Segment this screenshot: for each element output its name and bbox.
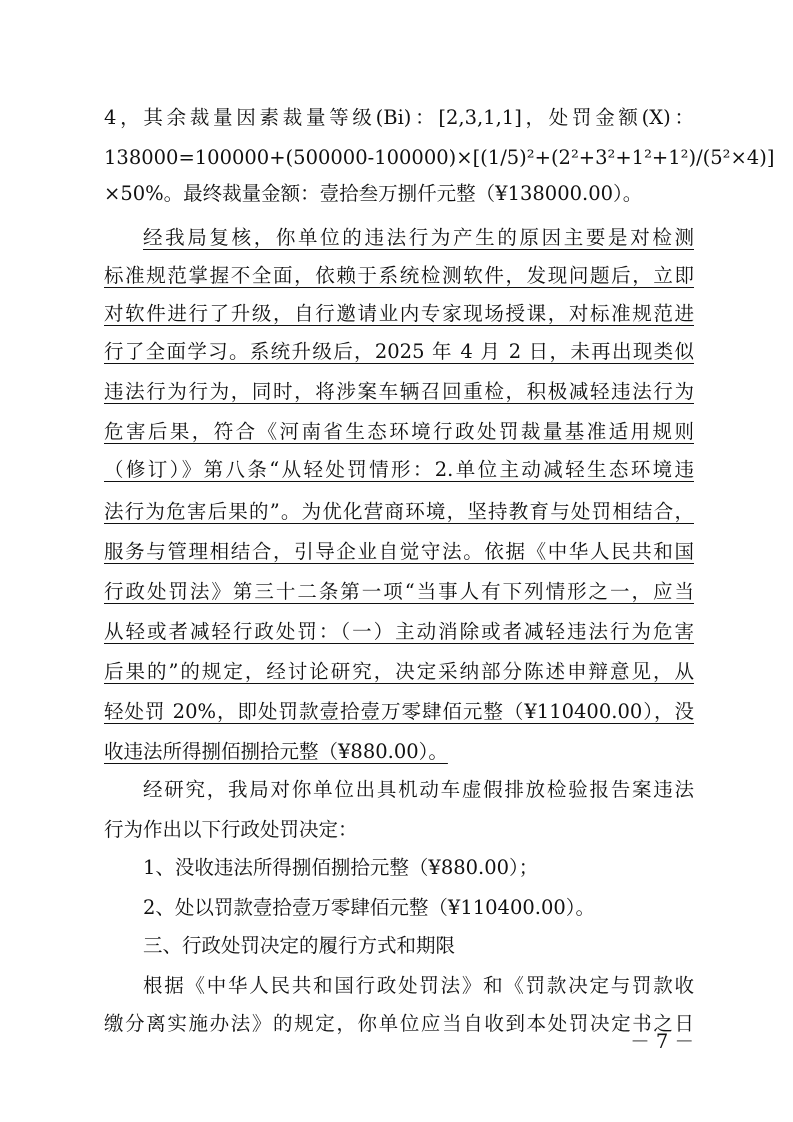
list-item: 1、没收违法所得捌佰捌拾元整（¥880.00）； <box>143 856 539 879</box>
section-heading: 三、行政处罚决定的履行方式和期限 <box>143 934 456 957</box>
text-line: 缴分离实施办法》的规定，你单位应当自收到本处罚决定书之日 <box>104 1012 694 1035</box>
underlined-text-line: 收违法所得捌佰捌拾元整（¥880.00）。 <box>104 740 448 763</box>
underlined-text-line: 标准规范掌握不全面，依赖于系统检测软件，发现问题后，立即 <box>104 264 694 287</box>
underlined-text-line: 后果的”的规定，经讨论研究，决定采纳部分陈述申辩意见，从 <box>104 660 694 683</box>
underlined-text-line: 对软件进行了升级，自行邀请业内专家现场授课，对标准规范进 <box>104 302 694 325</box>
underlined-text-line: 轻处罚 20%，即处罚款壹拾壹万零肆佰元整（¥110400.00），没 <box>104 700 694 723</box>
underlined-text-line: 服务与管理相结合，引导企业自觉守法。依据《中华人民共和国 <box>104 540 694 563</box>
list-item: 2、处以罚款壹拾壹万零肆佰元整（¥110400.00）。 <box>143 896 596 919</box>
page-number: － 7 － <box>630 1030 694 1053</box>
text-line: 根据《中华人民共和国行政处罚法》和《罚款决定与罚款收 <box>143 974 694 997</box>
underlined-text-line: 行政处罚法》第三十二条第一项“当事人有下列情形之一，应当 <box>104 580 694 603</box>
text-line: 4，其余裁量因素裁量等级(Bi)：[2,3,1,1]，处罚金额(X)： <box>104 106 694 129</box>
text-line: 经研究，我局对你单位出具机动车虚假排放检验报告案违法 <box>143 778 694 801</box>
underlined-text-line: 危害后果，符合《河南省生态环境行政处罚裁量基准适用规则 <box>104 420 694 443</box>
formula-line: 138000=100000+(500000-100000)×[(1/5)²+(2²+3²+1²+1²)/(5²×4)] <box>104 146 775 169</box>
underlined-text-line: 违法行为行为，同时，将涉案车辆召回重检，积极减轻违法行为 <box>104 380 694 403</box>
text-line: ×50%。最终裁量金额：壹拾叁万捌仟元整（¥138000.00）。 <box>104 182 643 205</box>
underlined-text-line: 从轻或者减轻行政处罚：（一）主动消除或者减轻违法行为危害 <box>104 620 694 643</box>
underlined-text-line: （修订）》第八条“从轻处罚情形：2.单位主动减轻生态环境违 <box>104 458 694 481</box>
underlined-text-line: 法行为危害后果的”。为优化营商环境，坚持教育与处罚相结合， <box>104 500 694 523</box>
underlined-text-line: 经我局复核，你单位的违法行为产生的原因主要是对检测 <box>143 226 694 249</box>
underlined-text-line: 行了全面学习。系统升级后，2025 年 4 月 2 日，未再出现类似 <box>104 340 694 363</box>
text-line: 行为作出以下行政处罚决定： <box>104 818 358 841</box>
